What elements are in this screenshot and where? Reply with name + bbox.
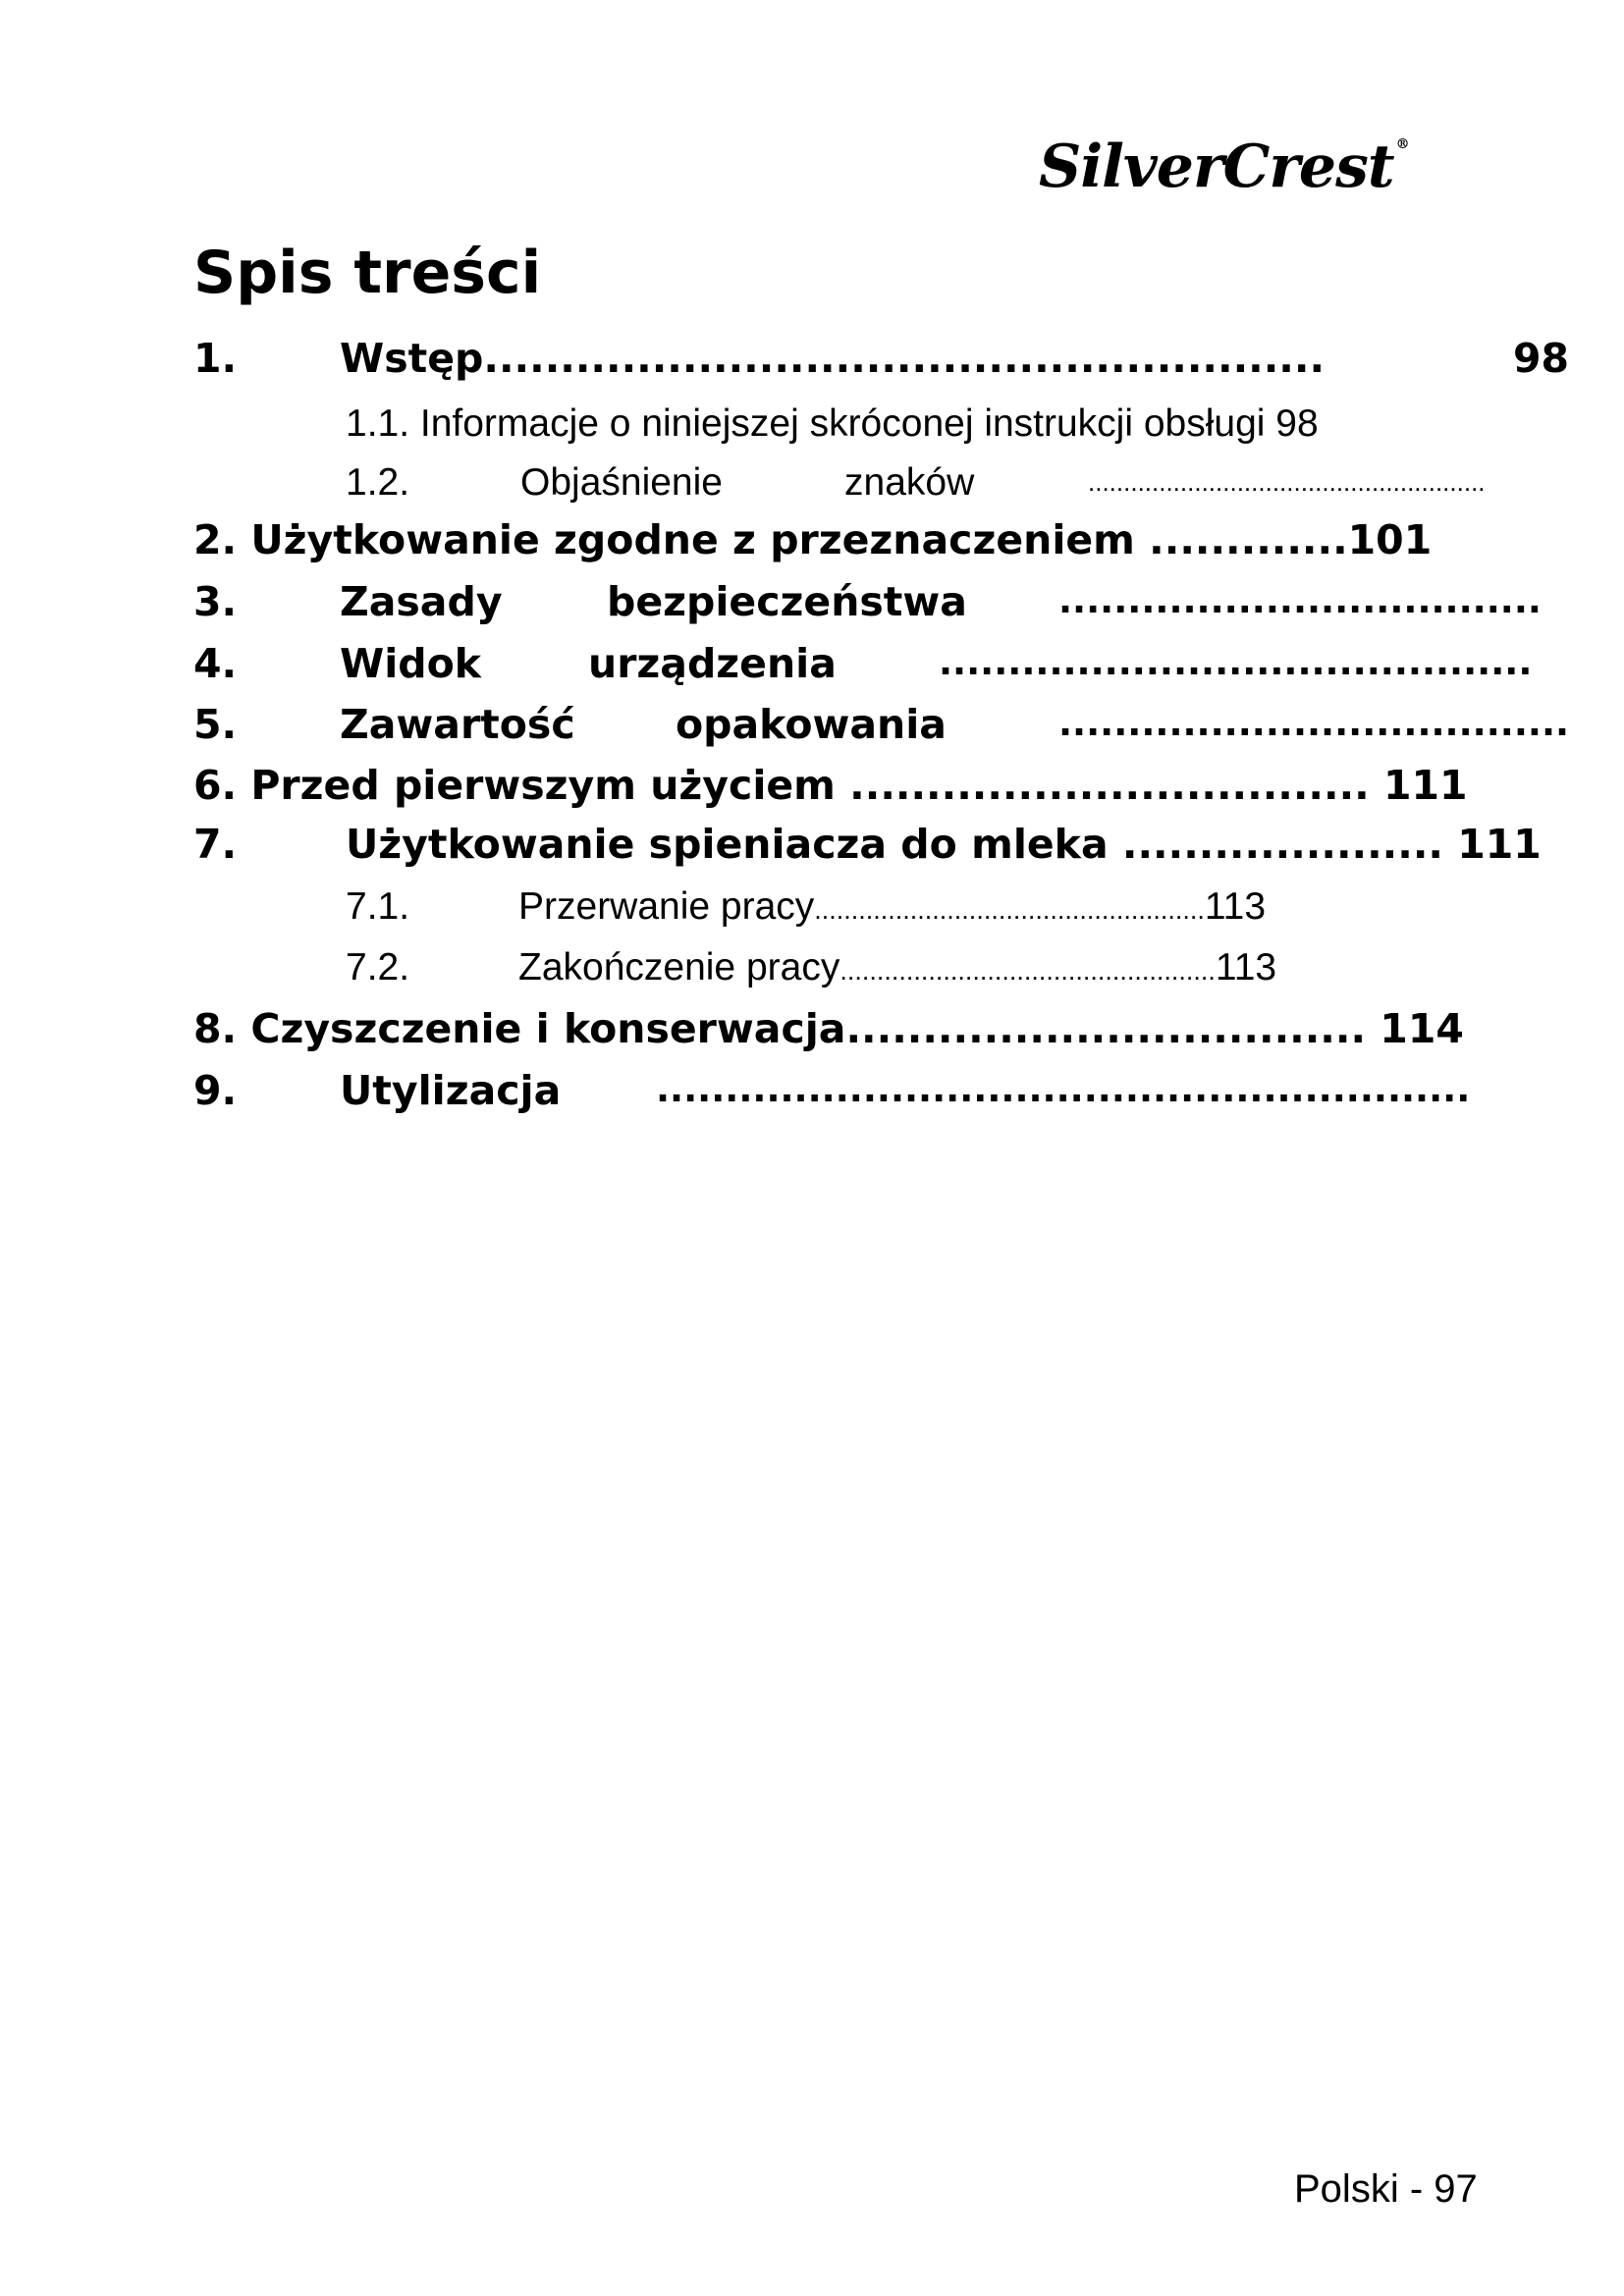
toc-entry-1-title (340, 335, 1326, 382)
toc-entry-2: 2. Użytkowanie zgodne z przeznaczeniem .............101 (193, 516, 1433, 563)
toc-entry-7-1 (518, 887, 1266, 926)
page-title: Spis treści (193, 239, 542, 307)
toc-entry-title: Zakończenie pracy (518, 946, 840, 988)
toc-entry-3-dots: ................................... (1058, 579, 1542, 621)
toc-entry-page: 113 (1204, 885, 1267, 928)
toc-entry-1-2-title: Objaśnienie (520, 461, 723, 504)
toc-entry-9-number: 9. (193, 1067, 238, 1114)
toc-entry-4-number: 4. (193, 640, 238, 687)
toc-entry-1-1: 1.1. Informacje o niniejszej skróconej instrukcji obsługi 98 (346, 402, 1319, 445)
toc-entry-4-title: Widok (340, 640, 482, 687)
toc-entry-1-page: 98 (1513, 335, 1570, 382)
toc-entry-7-number: 7. (193, 821, 238, 868)
toc-entry-4-title-2: urządzenia (588, 640, 837, 687)
toc-entry-6: 6. Przed pierwszym użyciem .................................. 111 (193, 762, 1468, 809)
toc-entry-7-1-number: 7.1. (346, 885, 410, 928)
brand-logo-text: SilverCrest (1039, 133, 1394, 201)
toc-entry-7-2 (518, 948, 1276, 987)
toc-dot-leader: ................................................... (839, 956, 1216, 986)
toc-entry-9-title: Utylizacja (340, 1067, 562, 1114)
toc-entry-4-dots: ........................................... (939, 641, 1533, 683)
toc-entry-1 (193, 335, 238, 382)
toc-entry-3-number: 3. (193, 578, 238, 625)
toc-entry-5-number: 5. (193, 701, 238, 748)
toc-entry-title: Wstęp (340, 335, 484, 382)
toc-entry-3-title: Zasady (340, 578, 503, 625)
toc-entry-5-title-2: opakowania (676, 701, 947, 748)
toc-entry-8: 8. Czyszczenie i konserwacja.................................. 114 (193, 1005, 1464, 1052)
toc-entry-7-title: Użytkowanie spieniacza do mleka ..................... 111 (346, 821, 1542, 868)
toc-entry-5-dots: ..................................... (1058, 702, 1570, 744)
page-footer: Polski - 97 (1294, 2167, 1478, 2211)
toc-entry-1-2-number: 1.2. (346, 461, 410, 504)
registered-mark: ® (1395, 136, 1409, 152)
brand-logo (1039, 133, 1409, 201)
toc-entry-number: 1. (193, 335, 238, 382)
toc-entry-3-title-2: bezpieczeństwa (607, 578, 967, 625)
toc-entry-9-dots: ........................................................... (656, 1068, 1471, 1110)
toc-dot-leader: ..................................................... (814, 895, 1205, 925)
toc-entry-1-2-dots: ........................................................ (1088, 467, 1486, 497)
toc-entry-7-2-number: 7.2. (346, 946, 410, 988)
toc-entry-page: 113 (1215, 946, 1277, 988)
toc-entry-5-title: Zawartość (340, 701, 575, 748)
toc-entry-1-2-title-2: znaków (844, 461, 975, 504)
toc-entry-title: Przerwanie pracy (518, 885, 815, 928)
toc-dot-leader: ....................................................... (483, 335, 1326, 382)
